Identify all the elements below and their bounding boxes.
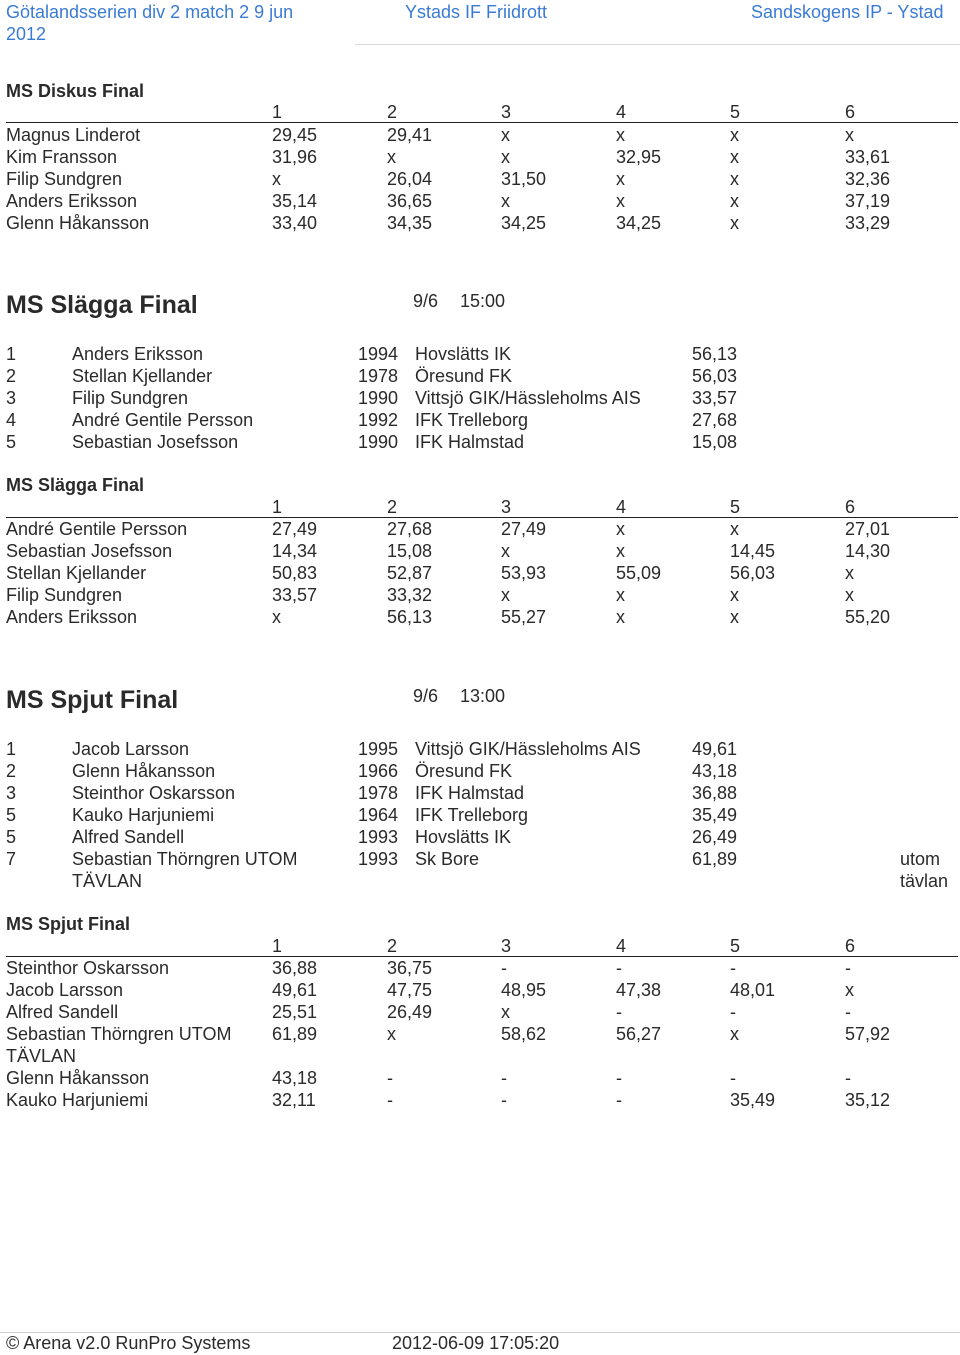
place: 7 [6,849,17,869]
attempt-value: 31,96 [272,147,318,167]
attempt-value: x [845,563,854,583]
section-title-slagga-results: MS Slägga Final [6,291,198,319]
attempt-value: x [730,147,739,167]
result-value: 27,68 [692,410,738,430]
place: 3 [6,388,17,408]
attempt-value: x [501,191,510,211]
attempt-value: - [501,958,507,978]
athlete-name: Jacob Larsson [6,980,124,1000]
attempt-value: x [730,1024,739,1044]
birth-year: 1992 [358,410,399,430]
club-name: Vittsjö GIK/Hässleholms AIS [415,739,641,759]
attempt-value: 33,29 [845,213,891,233]
result-value: 43,18 [692,761,738,781]
attempt-value: 43,18 [272,1068,318,1088]
athlete-name: Glenn Håkansson [6,213,150,233]
attempt-value: - [501,1090,507,1110]
club-name: Öresund FK [415,761,513,781]
athlete-name: Stellan Kjellander [72,366,213,386]
event-time: 13:00 [460,686,506,706]
attempt-value: 33,57 [272,585,318,605]
athlete-name: Kim Fransson [6,147,118,167]
attempt-value: x [501,541,510,561]
attempt-value: 27,49 [501,519,547,539]
attempt-value: - [501,1068,507,1088]
birth-year: 1995 [358,739,399,759]
attempt-value: x [845,980,854,1000]
attempt-value: 27,49 [272,519,318,539]
club-name: IFK Trelleborg [415,410,529,430]
attempt-value: 15,08 [387,541,433,561]
footer-timestamp: 2012-06-09 17:05:20 [392,1333,560,1353]
attempt-value: - [845,1068,851,1088]
attempt-value: 35,14 [272,191,318,211]
athlete-name: Kauko Harjuniemi [6,1090,149,1110]
athlete-name: Glenn Håkansson [72,761,216,781]
attempt-value: x [616,585,625,605]
attempt-value: 47,38 [616,980,662,1000]
attempt-value: 31,50 [501,169,547,189]
athlete-name: Sebastian Thörngren UTOM [72,849,298,869]
attempt-number-3: 3 [501,497,512,517]
attempt-value: 34,25 [501,213,547,233]
club-name: Hovslätts IK [415,344,512,364]
result-value: 35,49 [692,805,738,825]
section-title-spjut-results: MS Spjut Final [6,686,179,714]
attempt-value: x [616,541,625,561]
event-date: 9/6 [413,686,439,706]
attempt-value: 34,25 [616,213,662,233]
athlete-name: Kauko Harjuniemi [72,805,215,825]
attempt-value: 33,32 [387,585,433,605]
header-rule [6,122,958,123]
attempt-value: 55,27 [501,607,547,627]
attempt-value: 55,09 [616,563,662,583]
attempt-value: x [501,125,510,145]
attempt-value: 32,95 [616,147,662,167]
athlete-name-cont: TÄVLAN [6,1046,77,1066]
place: 2 [6,761,17,781]
organizer: Ystads IF Friidrott [405,2,548,22]
attempt-number-5: 5 [730,102,741,122]
attempt-value: - [616,1002,622,1022]
attempt-number-4: 4 [616,497,627,517]
attempt-value: - [730,958,736,978]
attempt-value: 61,89 [272,1024,318,1044]
athlete-name: Glenn Håkansson [6,1068,150,1088]
attempt-value: - [616,1068,622,1088]
athlete-name: Steinthor Oskarsson [72,783,236,803]
attempt-value: 37,19 [845,191,891,211]
section-title-slagga-attempts: MS Slägga Final [6,475,145,495]
attempt-value: 47,75 [387,980,433,1000]
attempt-value: 56,27 [616,1024,662,1044]
result-value: 56,13 [692,344,738,364]
result-value: 36,88 [692,783,738,803]
attempt-value: - [616,958,622,978]
attempt-number-1: 1 [272,497,283,517]
attempt-number-6: 6 [845,936,856,956]
attempt-value: x [730,213,739,233]
section-title-spjut-attempts: MS Spjut Final [6,914,130,934]
attempt-value: x [730,125,739,145]
attempt-number-4: 4 [616,102,627,122]
attempt-value: 56,13 [387,607,433,627]
attempt-value: 48,01 [730,980,776,1000]
attempt-value: - [730,1002,736,1022]
attempt-number-2: 2 [387,497,398,517]
attempt-value: x [616,191,625,211]
athlete-name: Alfred Sandell [6,1002,119,1022]
attempt-value: 33,61 [845,147,891,167]
attempt-number-3: 3 [501,936,512,956]
footer-copyright: © Arena v2.0 RunPro Systems [6,1333,251,1353]
athlete-name: Anders Eriksson [6,607,138,627]
attempt-value: x [730,191,739,211]
athlete-name: Stellan Kjellander [6,563,147,583]
attempt-value: 29,41 [387,125,433,145]
athlete-name: Sebastian Thörngren UTOM [6,1024,232,1044]
result-value: 33,57 [692,388,738,408]
result-value: 49,61 [692,739,738,759]
place: 1 [6,739,17,759]
attempt-number-1: 1 [272,936,283,956]
attempt-value: x [387,147,396,167]
athlete-name: André Gentile Persson [72,410,254,430]
attempt-number-3: 3 [501,102,512,122]
attempt-number-2: 2 [387,102,398,122]
attempt-value: 14,45 [730,541,776,561]
birth-year: 1964 [358,805,399,825]
athlete-name: Alfred Sandell [72,827,185,847]
club-name: Hovslätts IK [415,827,512,847]
section-title-diskus: MS Diskus Final [6,81,145,101]
athlete-name: Sebastian Josefsson [6,541,173,561]
athlete-name: Anders Eriksson [72,344,204,364]
attempt-value: 53,93 [501,563,547,583]
attempt-value: x [387,1024,396,1044]
attempt-number-4: 4 [616,936,627,956]
club-name: Öresund FK [415,366,513,386]
athlete-name: Filip Sundgren [72,388,189,408]
athlete-name: Steinthor Oskarsson [6,958,170,978]
birth-year: 1994 [358,344,399,364]
attempt-value: x [501,585,510,605]
attempt-value: 57,92 [845,1024,891,1044]
attempt-value: x [616,607,625,627]
event-title: Götalandsserien div 2 match 2 9 jun [6,2,294,22]
attempt-value: x [845,585,854,605]
athlete-name: Anders Eriksson [6,191,138,211]
attempt-value: 32,36 [845,169,891,189]
birth-year: 1993 [358,827,399,847]
attempt-value: 56,03 [730,563,776,583]
birth-year: 1966 [358,761,399,781]
club-name: Vittsjö GIK/Hässleholms AIS [415,388,641,408]
attempt-value: x [730,585,739,605]
attempt-value: - [616,1090,622,1110]
attempt-value: x [730,169,739,189]
attempt-value: - [387,1090,393,1110]
attempt-value: 48,95 [501,980,547,1000]
attempt-value: x [845,125,854,145]
result-value: 26,49 [692,827,738,847]
attempt-value: - [730,1068,736,1088]
birth-year: 1993 [358,849,399,869]
attempt-value: 27,68 [387,519,433,539]
event-date: 9/6 [413,291,439,311]
result-value: 15,08 [692,432,738,452]
birth-year: 1978 [358,366,399,386]
athlete-name: Magnus Linderot [6,125,141,145]
attempt-value: x [730,607,739,627]
attempt-value: x [501,1002,510,1022]
attempt-value: x [616,125,625,145]
result-value: 56,03 [692,366,738,386]
attempt-number-6: 6 [845,102,856,122]
result-note: utom [900,849,941,869]
attempt-number-6: 6 [845,497,856,517]
attempt-value: 26,04 [387,169,433,189]
club-name: IFK Trelleborg [415,805,529,825]
result-note-cont: tävlan [900,871,949,891]
attempt-value: 14,30 [845,541,891,561]
club-name: Sk Bore [415,849,480,869]
attempt-number-5: 5 [730,497,741,517]
birth-year: 1990 [358,388,399,408]
athlete-name: Filip Sundgren [6,585,123,605]
attempt-number-2: 2 [387,936,398,956]
attempt-value: x [616,169,625,189]
athlete-name-cont: TÄVLAN [72,871,143,891]
place: 5 [6,805,17,825]
attempt-value: 25,51 [272,1002,318,1022]
attempt-value: - [387,1068,393,1088]
venue: Sandskogens IP - Ystad [751,2,944,22]
result-value: 61,89 [692,849,738,869]
attempt-value: 50,83 [272,563,318,583]
attempt-value: x [616,519,625,539]
attempt-value: 29,45 [272,125,318,145]
attempt-value: 36,75 [387,958,433,978]
birth-year: 1978 [358,783,399,803]
club-name: IFK Halmstad [415,432,525,452]
attempt-number-1: 1 [272,102,283,122]
place: 2 [6,366,17,386]
attempt-value: 36,88 [272,958,318,978]
attempt-number-5: 5 [730,936,741,956]
attempt-value: 49,61 [272,980,318,1000]
attempt-value: 36,65 [387,191,433,211]
athlete-name: Filip Sundgren [6,169,123,189]
attempt-value: x [501,147,510,167]
attempt-value: 35,12 [845,1090,891,1110]
attempt-value: 32,11 [272,1090,316,1110]
attempt-value: - [845,958,851,978]
attempt-value: 33,40 [272,213,318,233]
attempt-value: 14,34 [272,541,318,561]
event-time: 15:00 [460,291,506,311]
attempt-value: 58,62 [501,1024,547,1044]
event-year: 2012 [6,24,47,44]
attempt-value: 35,49 [730,1090,776,1110]
attempt-value: x [730,519,739,539]
athlete-name: André Gentile Persson [6,519,188,539]
attempt-value: x [272,169,281,189]
header-divider [355,44,960,45]
place: 5 [6,827,17,847]
attempt-value: 27,01 [845,519,891,539]
club-name: IFK Halmstad [415,783,525,803]
place: 5 [6,432,17,452]
attempt-value: 55,20 [845,607,891,627]
athlete-name: Jacob Larsson [72,739,190,759]
attempt-value: - [845,1002,851,1022]
attempt-value: 26,49 [387,1002,433,1022]
place: 1 [6,344,17,364]
attempt-value: 52,87 [387,563,433,583]
birth-year: 1990 [358,432,399,452]
attempt-value: 34,35 [387,213,433,233]
attempt-value: x [272,607,281,627]
place: 3 [6,783,17,803]
place: 4 [6,410,17,430]
athlete-name: Sebastian Josefsson [72,432,239,452]
